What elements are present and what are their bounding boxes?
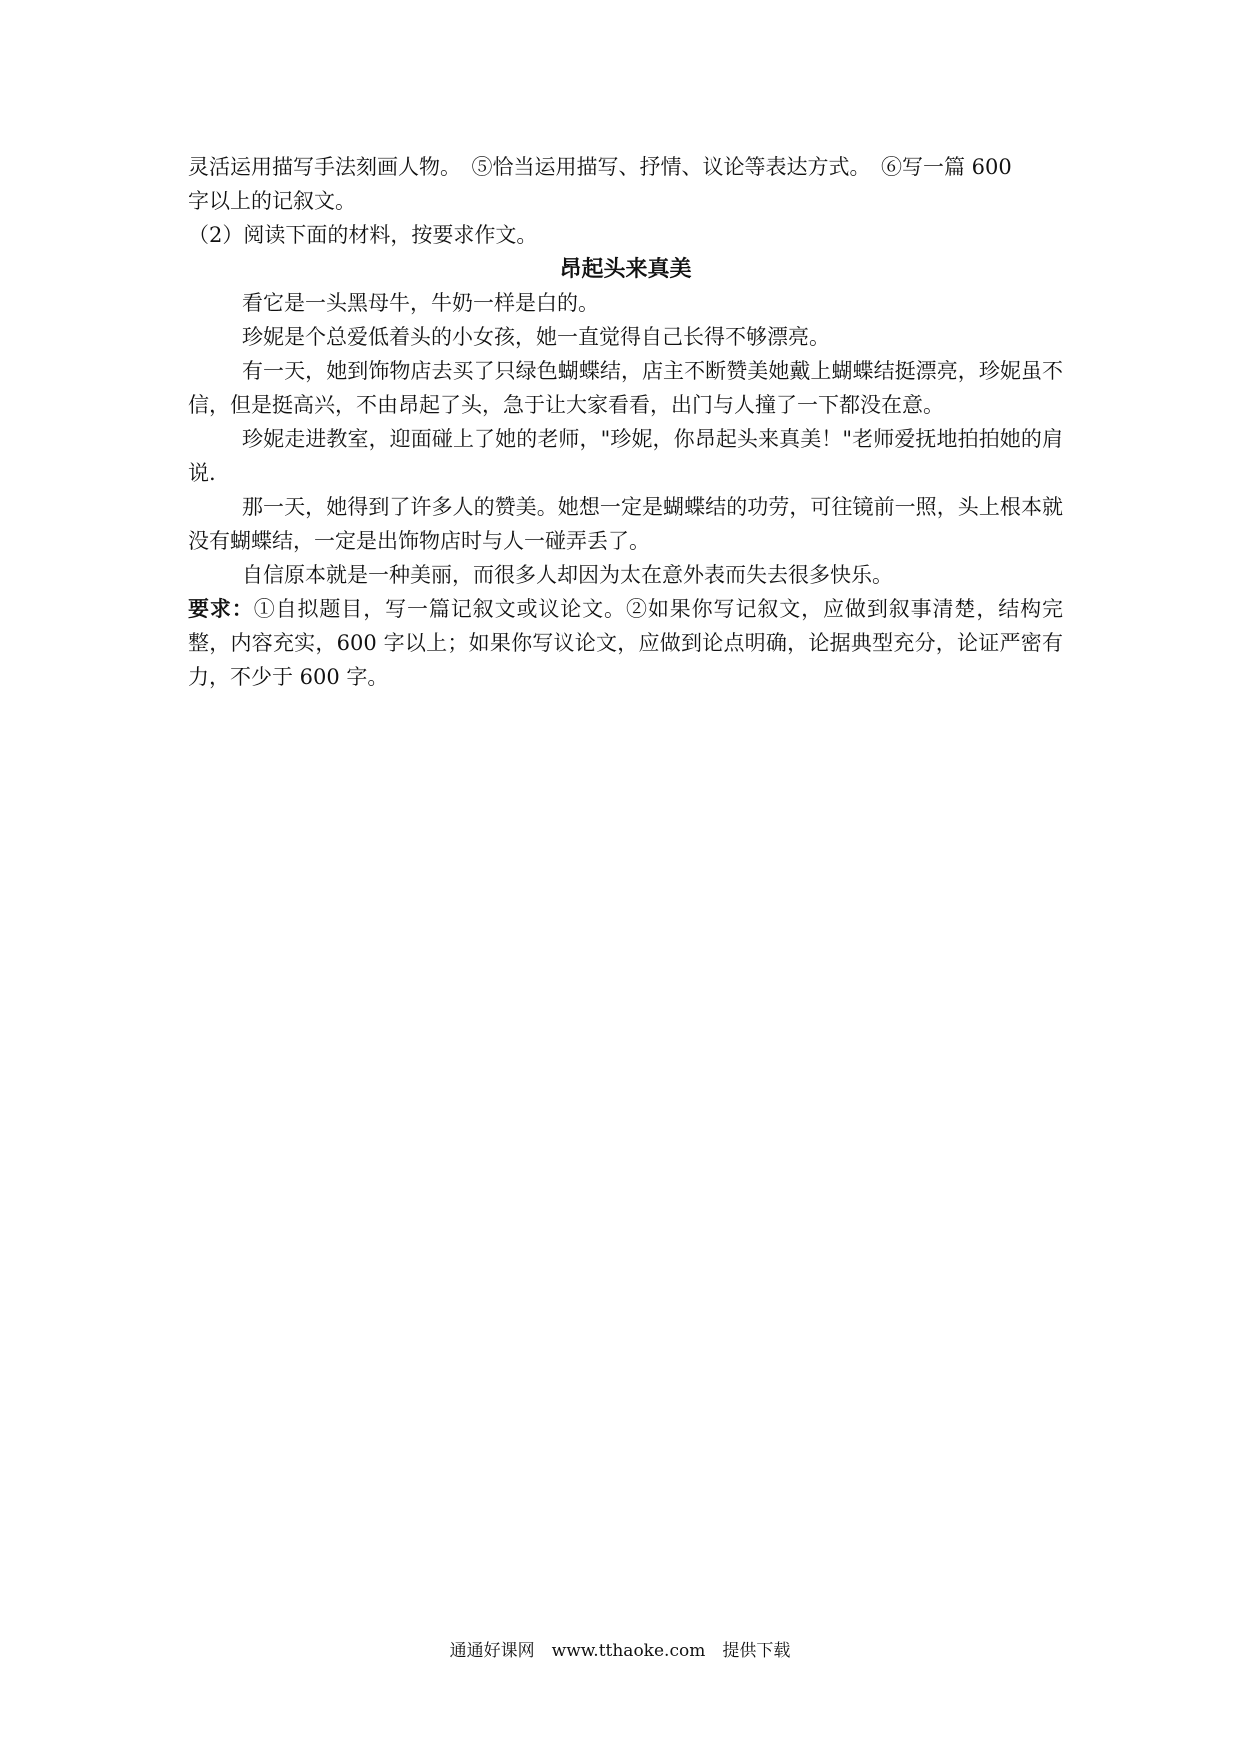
previous-requirements-line-2: 字以上的记叙文。 bbox=[188, 189, 356, 213]
material-paragraph: 那一天，她得到了许多人的赞美。她想一定是蝴蝶结的功劳，可往镜前一照，头上根本就没有蝴蝶结，一定是出饰物店时与人一碰弄丢了。 bbox=[188, 495, 1063, 553]
document-body bbox=[188, 150, 1063, 694]
writing-requirements bbox=[188, 592, 1063, 694]
material-paragraph: 有一天，她到饰物店去买了只绿色蝴蝶结，店主不断赞美她戴上蝴蝶结挺漂亮，珍妮虽不信，但是挺高兴，不由昂起了头，急于让大家看看，出门与人撞了一下都没在意。 bbox=[188, 359, 1063, 417]
question-2-prompt: （2）阅读下面的材料，按要求作文。 bbox=[188, 223, 538, 247]
essay-material-title: 昂起头来真美 bbox=[559, 256, 692, 282]
material-paragraph: 珍妮是个总爱低着头的小女孩，她一直觉得自己长得不够漂亮。 bbox=[242, 325, 830, 349]
material-paragraph: 珍妮走进教室，迎面碰上了她的老师，"珍妮，你昂起头来真美！"老师爱抚地拍拍她的肩说. bbox=[188, 427, 1063, 485]
previous-requirements-line-1: 灵活运用描写手法刻画人物。 ⑤恰当运用描写、抒情、议论等表达方式。 ⑥写一篇 600 bbox=[188, 155, 1012, 179]
material-paragraph: 自信原本就是一种美丽，而很多人却因为太在意外表而失去很多快乐。 bbox=[242, 563, 893, 587]
requirements-label: 要求： bbox=[188, 596, 254, 621]
requirements-text: ①自拟题目，写一篇记叙文或议论文。②如果你写记叙文，应做到叙事清楚，结构完整，内容充实，600 字以上；如果你写议论文，应做到论点明确，论据典型充分，论证严密有力，不少于 600 字。 bbox=[188, 597, 1064, 689]
page-footer: 通通好课网 www.tthaoke.com 提供下载 bbox=[449, 1641, 791, 1661]
material-paragraph: 看它是一头黑母牛，牛奶一样是白的。 bbox=[242, 291, 599, 315]
